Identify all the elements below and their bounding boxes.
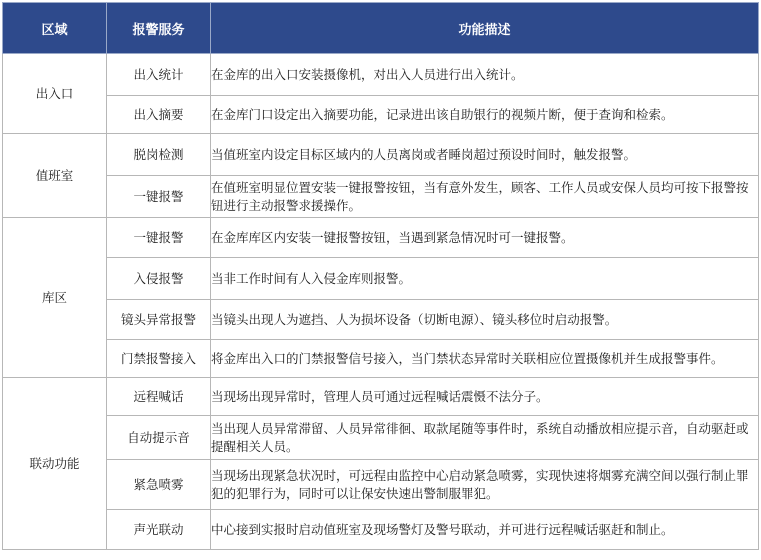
service-cell: 出入统计	[107, 54, 211, 96]
description-cell: 在值班室明显位置安装一键报警按钮，当有意外发生，顾客、工作人员或安保人员均可按下报警按钮进行主动报警求援操作。	[211, 176, 759, 218]
description-cell: 当镜头出现人为遮挡、人为损坏设备（切断电源）、镜头移位时启动报警。	[211, 300, 759, 340]
header-service: 报警服务	[107, 3, 211, 54]
header-description: 功能描述	[211, 3, 759, 54]
area-cell: 值班室	[3, 134, 107, 218]
service-cell: 门禁报警接入	[107, 340, 211, 378]
description-cell: 当值班室内设定目标区域内的人员离岗或者睡岗超过预设时间时，触发报警。	[211, 134, 759, 176]
service-cell: 脱岗检测	[107, 134, 211, 176]
table-row	[3, 134, 759, 176]
description-cell: 当现场出现异常时，管理人员可通过远程喊话震慑不法分子。	[211, 378, 759, 416]
table-row	[3, 378, 759, 416]
description-cell: 中心接到实报时启动值班室及现场警灯及警号联动，并可进行远程喊话驱赶和制止。	[211, 510, 759, 550]
table-row	[3, 416, 759, 460]
header-area: 区域	[3, 3, 107, 54]
description-cell: 当出现人员异常滞留、人员异常徘徊、取款尾随等事件时，系统自动播放相应提示音，自动驱赶或提醒相关人员。	[211, 416, 759, 460]
table-header-row	[3, 3, 759, 54]
area-cell: 联动功能	[3, 378, 107, 550]
service-cell: 镜头异常报警	[107, 300, 211, 340]
description-cell: 将金库出入口的门禁报警信号接入，当门禁状态异常时关联相应位置摄像机并生成报警事件。	[211, 340, 759, 378]
table-row	[3, 510, 759, 550]
description-cell: 在金库库区内安装一键报警按钮，当遇到紧急情况时可一键报警。	[211, 218, 759, 258]
table-row	[3, 54, 759, 96]
table-row	[3, 258, 759, 300]
service-cell: 一键报警	[107, 218, 211, 258]
service-cell: 自动提示音	[107, 416, 211, 460]
service-cell: 远程喊话	[107, 378, 211, 416]
service-cell: 入侵报警	[107, 258, 211, 300]
description-cell: 在金库门口设定出入摘要功能，记录进出该自助银行的视频片断，便于查询和检索。	[211, 96, 759, 134]
area-cell: 库区	[3, 218, 107, 378]
table-row	[3, 96, 759, 134]
alarm-service-table	[2, 2, 759, 550]
table-row	[3, 460, 759, 510]
table-row	[3, 176, 759, 218]
description-cell: 当非工作时间有人入侵金库则报警。	[211, 258, 759, 300]
description-cell: 当现场出现紧急状况时，可远程由监控中心启动紧急喷雾，实现快速将烟雾充满空间以强行制止罪犯的犯罪行为，同时可以让保安快速出警制服罪犯。	[211, 460, 759, 510]
table-row	[3, 218, 759, 258]
table-row	[3, 300, 759, 340]
service-cell: 声光联动	[107, 510, 211, 550]
service-cell: 一键报警	[107, 176, 211, 218]
description-cell: 在金库的出入口安装摄像机，对出入人员进行出入统计。	[211, 54, 759, 96]
area-cell: 出入口	[3, 54, 107, 134]
service-cell: 出入摘要	[107, 96, 211, 134]
table-row	[3, 340, 759, 378]
service-cell: 紧急喷雾	[107, 460, 211, 510]
